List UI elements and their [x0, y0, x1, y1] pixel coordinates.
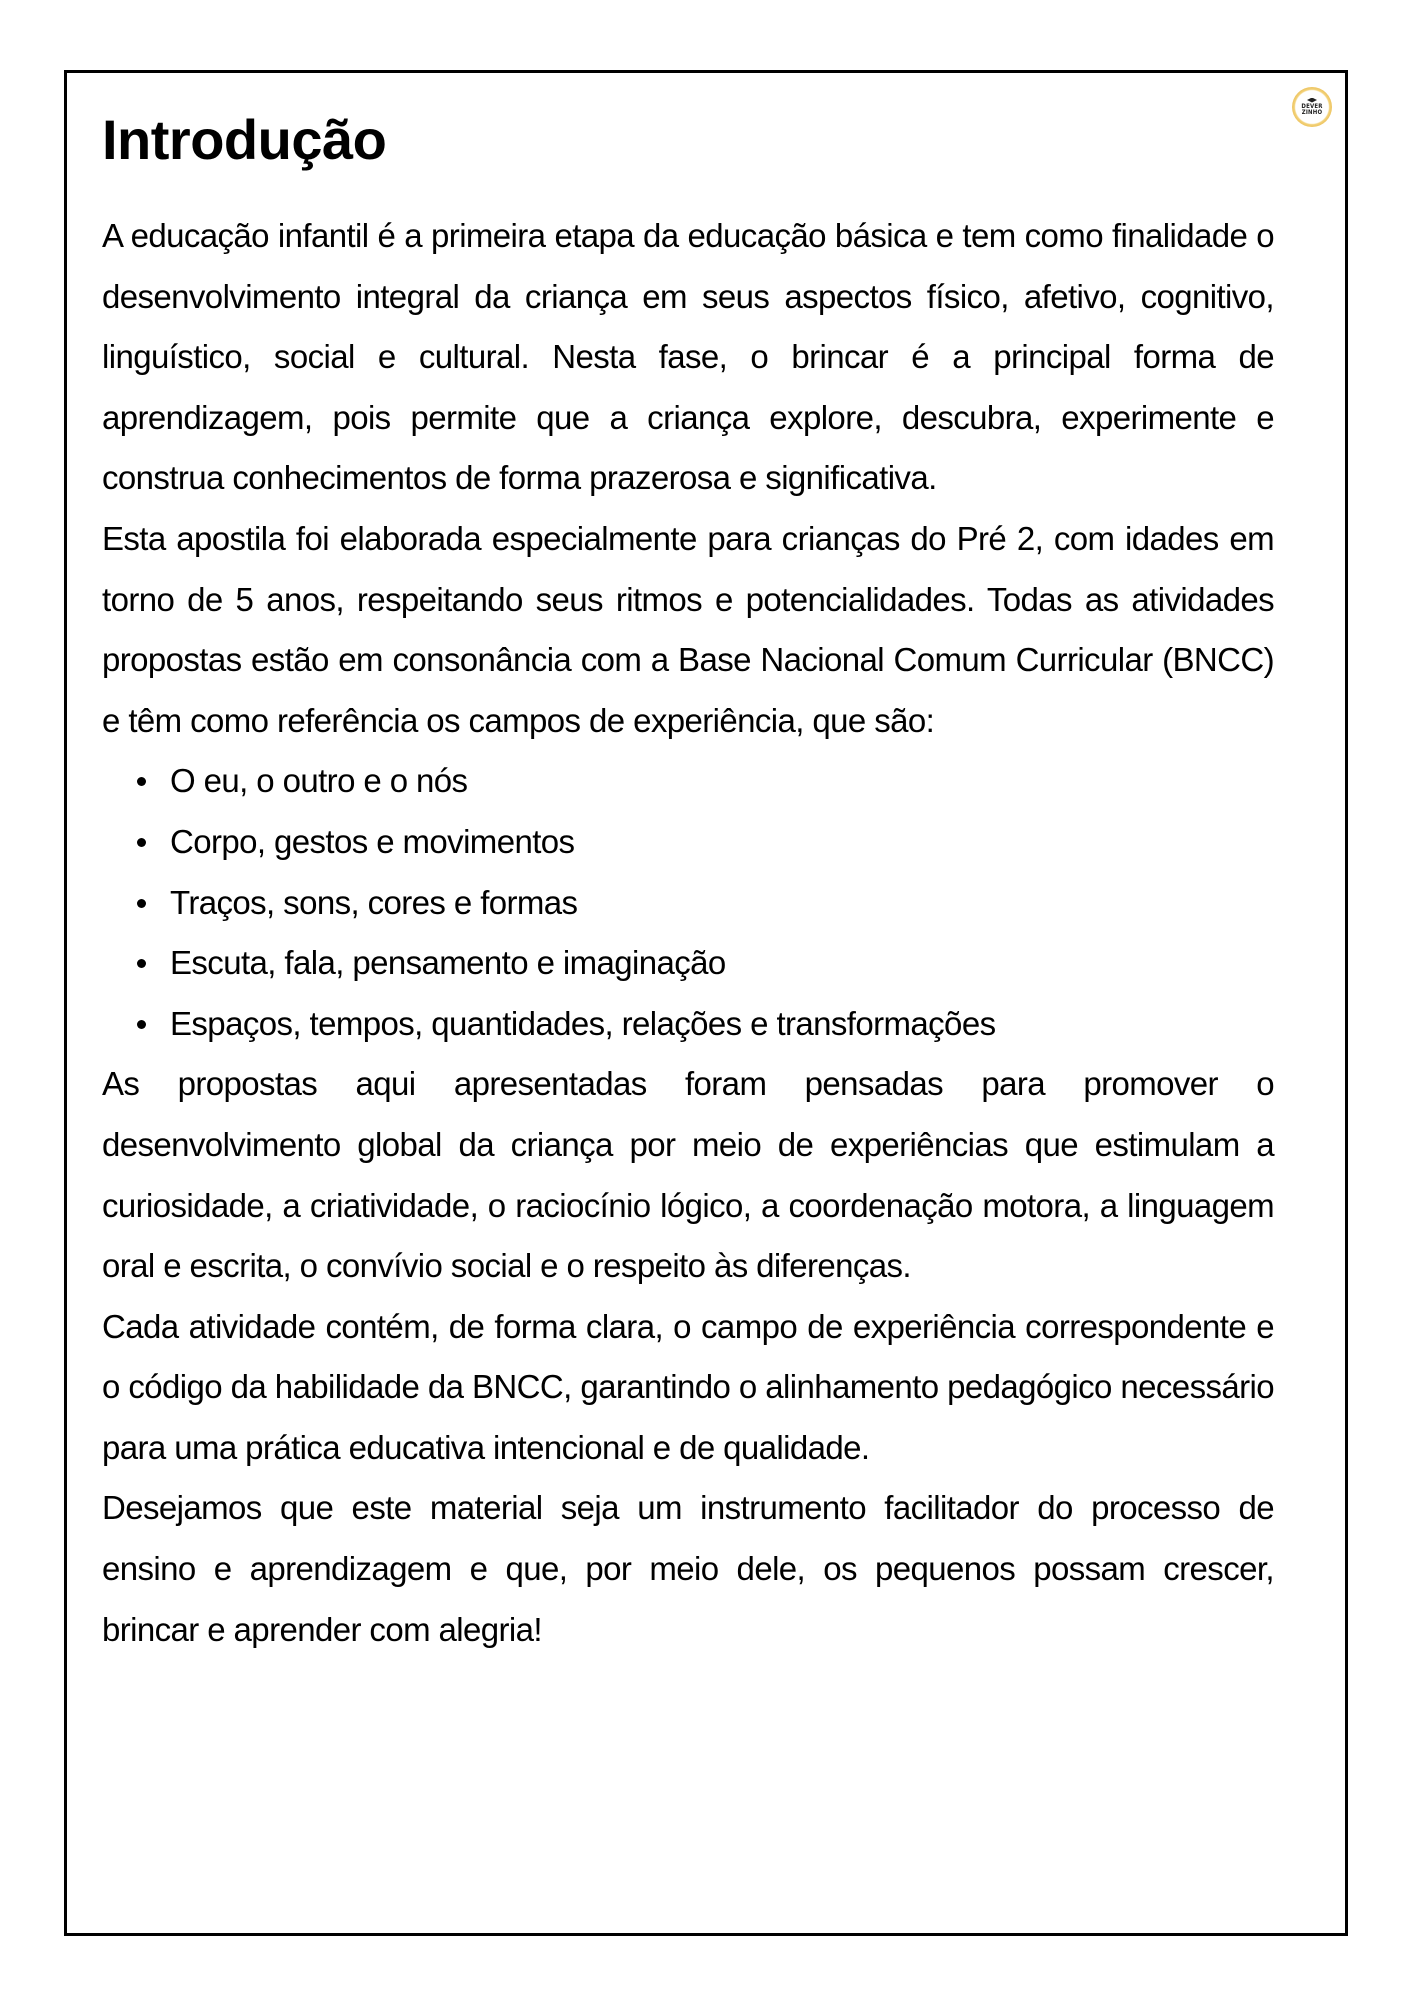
bullet-icon [137, 777, 146, 786]
intro-paragraph-1: A educação infantil é a primeira etapa da educação básica e tem como finalidade o desenvolvimento integral da criança em seus aspectos físico, afetivo, cognitivo, linguístico, social e cultural. Nesta fase, o brincar é a principal forma de aprendizagem, pois permite que a criança explore, descubra, experimente e construa conhecimentos de forma prazerosa e significativa. [102, 217, 1274, 497]
closing-paragraph-3: Desejamos que este material seja um instrumento facilitador do processo de ensino e aprendizagem e que, por meio dele, os pequenos possam crescer, brincar e aprender com alegria! [102, 1489, 1274, 1648]
bullet-icon [137, 959, 146, 968]
list-item-text: Espaços, tempos, quantidades, relações e transformações [170, 1004, 996, 1042]
list-item [170, 994, 1274, 1055]
list-item [170, 873, 1274, 934]
bullet-icon [137, 1020, 146, 1029]
logo-text-line1: DEVER [1301, 102, 1323, 110]
bullet-icon [137, 838, 146, 847]
intro-paragraph-2: Esta apostila foi elaborada especialmente para crianças do Pré 2, com idades em torno de 5 anos, respeitando seus ritmos e potencialidades. Todas as atividades propostas estão em consonância com a Base Nacional Comum Curricular (BNCC) e têm como referência os campos de experiência, que são: [102, 519, 1274, 739]
deverzinho-logo [1292, 87, 1332, 127]
list-item-text: Corpo, gestos e movimentos [170, 822, 575, 860]
list-item [170, 812, 1274, 873]
closing-paragraph-2: Cada atividade contém, de forma clara, o campo de experiência correspondente e o código da habilidade da BNCC, garantindo o alinhamento pedagógico necessário para uma prática educativa intencional e de qualidade. [102, 1307, 1274, 1466]
logo-text-line2: ZINHO [1301, 109, 1323, 116]
bullet-icon [137, 899, 146, 908]
graduation-cap-icon [1307, 98, 1317, 103]
closing-paragraph-1: As propostas aqui apresentadas foram pensadas para promover o desenvolvimento global da criança por meio de experiências que estimulam a curiosidade, a criatividade, o raciocínio lógico, a coordenação motora, a linguagem oral e escrita, o convívio social e o respeito às diferenças. [102, 1065, 1274, 1285]
page-title: Introdução [102, 108, 387, 171]
introduction-body [102, 206, 1274, 1660]
list-item-text: O eu, o outro e o nós [170, 762, 468, 800]
list-item [170, 933, 1274, 994]
list-item-text: Escuta, fala, pensamento e imaginação [170, 944, 726, 982]
list-item [170, 751, 1274, 812]
list-item-text: Traços, sons, cores e formas [170, 883, 578, 921]
campos-de-experiencia-list [102, 751, 1274, 1054]
